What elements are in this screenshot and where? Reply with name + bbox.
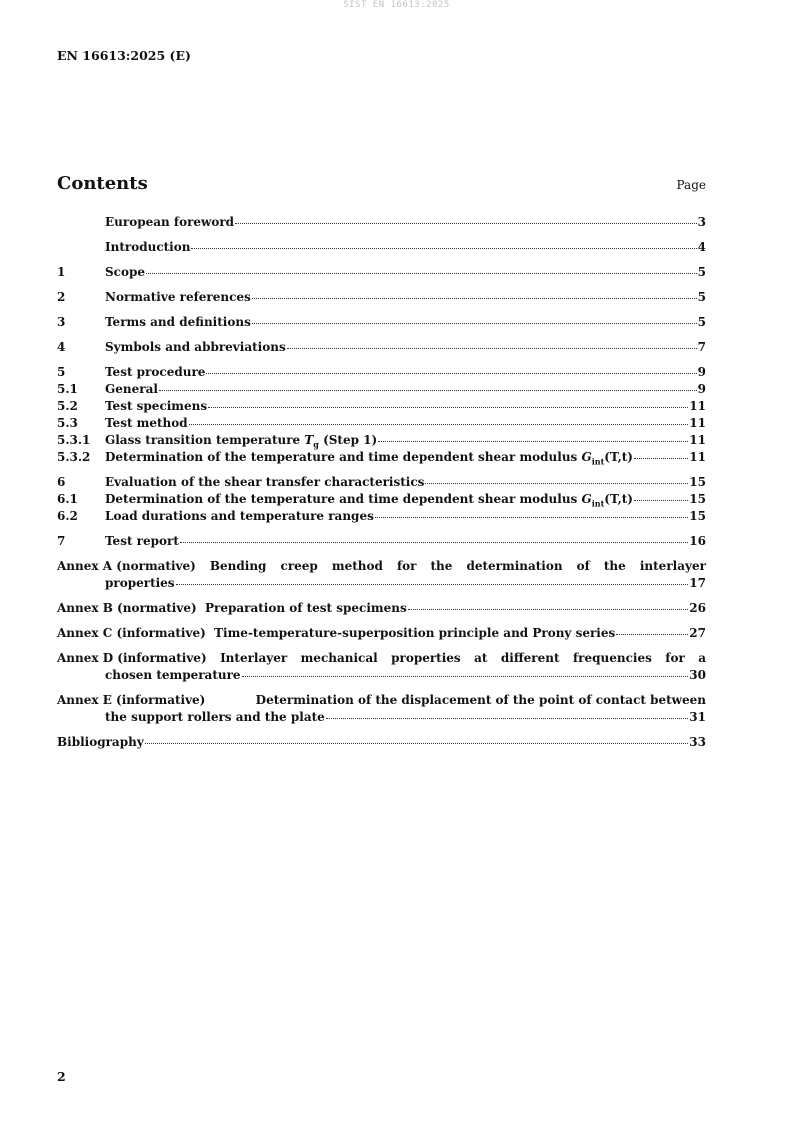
toc-entry-number: 2 [57, 290, 66, 304]
toc-entry-number: 5.3.1 [57, 433, 91, 447]
toc-entry[interactable] [57, 491, 706, 508]
dot-leader [145, 743, 689, 744]
document-identifier: EN 16613:2025 (E) [57, 48, 191, 63]
annex-heading-word: Determination of the displacement of the point of contact between [255, 693, 706, 707]
annex-heading-word: for [665, 651, 685, 665]
dot-leader [375, 517, 688, 518]
toc-entry-title: Test procedure [105, 365, 206, 379]
annex-entry-continuation [57, 667, 706, 684]
toc-entry-page: 4 [697, 240, 706, 254]
toc-entry-page: 3 [697, 215, 706, 229]
dot-leader [176, 584, 689, 585]
toc-entry-title: Introduction [105, 240, 191, 254]
toc-entry-title: Test specimens [105, 399, 208, 413]
toc-entry-page: 15 [689, 492, 706, 506]
toc-entry-number: 5.2 [57, 399, 78, 413]
annex-entry-line [57, 600, 706, 617]
toc-title-text: Determination of the temperature and time dependent shear modulus [105, 450, 582, 464]
toc-entry[interactable] [57, 381, 706, 398]
toc-entry-number: 6 [57, 475, 66, 489]
annex-entry-heading [57, 692, 706, 709]
annex-heading-word: of [576, 559, 590, 573]
toc-entry-title: European foreword [105, 215, 235, 229]
toc-title-suffix: (Step 1) [318, 433, 378, 447]
toc-entry-title: Scope [105, 265, 146, 279]
toc-entry[interactable] [57, 398, 706, 415]
toc-entry-title [105, 449, 633, 470]
annex-entry-title: Annex B (normative) Preparation of test specimens [57, 601, 407, 615]
annex-heading-word: different [500, 651, 560, 665]
toc-entry-page: 11 [689, 416, 706, 430]
contents-heading: Contents [57, 173, 148, 194]
annex-entry[interactable] [57, 625, 706, 642]
annex-entry-continuation [57, 709, 706, 726]
toc-entry[interactable] [57, 239, 706, 256]
toc-entry[interactable] [57, 264, 706, 281]
annex-entry-page: 17 [689, 576, 706, 590]
toc-entry-page: 16 [689, 534, 706, 548]
toc-entry-page: 11 [689, 433, 706, 447]
toc-entry-number: 7 [57, 534, 66, 548]
dot-leader [287, 348, 697, 349]
toc-entry-title: Test report [105, 534, 179, 548]
toc-entry-page: 5 [697, 265, 706, 279]
dot-leader [235, 223, 697, 224]
annex-entry-page: 27 [689, 626, 706, 640]
toc-entry-title: Evaluation of the shear transfer characteristics [105, 475, 425, 489]
toc-entry[interactable] [57, 314, 706, 331]
annex-entry[interactable] [57, 734, 706, 751]
toc-entry-number: 4 [57, 340, 66, 354]
toc-entry-page: 5 [697, 290, 706, 304]
annex-entry[interactable] [57, 692, 706, 726]
annex-entry-heading [57, 558, 706, 575]
annex-entry-heading [57, 650, 706, 667]
toc-entry-number: 5 [57, 365, 66, 379]
annex-heading-word: interlayer [639, 559, 706, 573]
dot-leader [616, 634, 688, 635]
toc-entry[interactable] [57, 474, 706, 491]
annex-heading-word: creep [280, 559, 318, 573]
toc-entry[interactable] [57, 214, 706, 231]
annex-heading-word: method [331, 559, 383, 573]
annex-entry-title: chosen temperature [105, 668, 241, 682]
toc-entry-number: 5.1 [57, 382, 78, 396]
toc-entry-page: 11 [689, 450, 706, 464]
dot-leader [634, 500, 688, 501]
annex-entry-title: Annex C (informative) Time-temperature-superposition principle and Prony series [57, 626, 616, 640]
annex-heading-word: a [698, 651, 706, 665]
dot-leader [189, 424, 689, 425]
toc-entry-number: 1 [57, 265, 66, 279]
watermark: SIST EN 16613:2025 [343, 0, 450, 10]
table-of-contents [57, 214, 706, 751]
toc-title-symbol: G [581, 450, 592, 464]
annex-entry-page: 33 [689, 735, 706, 749]
toc-entry-page: 9 [697, 382, 706, 396]
toc-entry[interactable] [57, 415, 706, 432]
dot-leader [180, 542, 688, 543]
toc-entry-title: Symbols and abbreviations [105, 340, 286, 354]
annex-heading-word: the [603, 559, 626, 573]
annex-heading-word: the [430, 559, 453, 573]
annex-heading-word: properties [391, 651, 461, 665]
toc-entry-number: 6.2 [57, 509, 78, 523]
toc-entry-title: Load durations and temperature ranges [105, 509, 374, 523]
annex-entry-title: properties [105, 576, 175, 590]
annex-heading-word: frequencies [572, 651, 652, 665]
annex-entry-line [57, 734, 706, 751]
annex-entry-title: Bibliography [57, 735, 144, 749]
annex-entry-continuation [57, 575, 706, 592]
annex-heading-word: Annex E (informative) [57, 693, 206, 707]
annex-entry-title: the support rollers and the plate [105, 710, 325, 724]
toc-title-symbol: T [304, 433, 314, 447]
dot-leader [206, 373, 696, 374]
toc-title-text: Glass transition temperature [105, 433, 305, 447]
dot-leader [634, 458, 688, 459]
page-number: 2 [57, 1069, 66, 1084]
annex-entry[interactable] [57, 558, 706, 592]
toc-entry-number: 6.1 [57, 492, 78, 506]
annex-entry-page: 30 [689, 668, 706, 682]
toc-entry-title: Normative references [105, 290, 251, 304]
toc-entry-title: Test method [105, 416, 188, 430]
annex-heading-word: mechanical [300, 651, 378, 665]
toc-entry-title: Terms and definitions [105, 315, 251, 329]
annex-heading-word: Annex D (informative) [57, 651, 207, 665]
toc-entry-page: 7 [697, 340, 706, 354]
dot-leader [208, 407, 688, 408]
dot-leader [146, 273, 697, 274]
toc-entry-number: 5.3.2 [57, 450, 91, 464]
annex-heading-word: at [474, 651, 488, 665]
toc-entry-page: 15 [689, 509, 706, 523]
toc-title-text: Determination of the temperature and time dependent shear modulus [105, 492, 582, 506]
dot-leader [378, 441, 688, 442]
toc-title-symbol: G [581, 492, 592, 506]
toc-title-subscript: g [313, 439, 319, 450]
toc-entry-page: 15 [689, 475, 706, 489]
toc-entry-page: 9 [697, 365, 706, 379]
annex-entry-page: 31 [689, 710, 706, 724]
annex-entry-line [57, 625, 706, 642]
toc-entry-title: General [105, 382, 158, 396]
annex-heading-word: Interlayer [220, 651, 288, 665]
dot-leader [425, 483, 688, 484]
toc-title-suffix: (T,t) [604, 492, 633, 506]
annex-entry[interactable] [57, 650, 706, 684]
toc-title-subscript: int [591, 498, 605, 509]
toc-entry[interactable] [57, 432, 706, 449]
annex-entry-page: 26 [689, 601, 706, 615]
toc-entry[interactable] [57, 364, 706, 381]
toc-entry-number: 3 [57, 315, 66, 329]
toc-title-subscript: int [591, 456, 605, 467]
dot-leader [159, 390, 697, 391]
dot-leader [252, 323, 697, 324]
annex-heading-word: determination [466, 559, 563, 573]
toc-entry[interactable] [57, 449, 706, 466]
annex-heading-word: Annex A (normative) [57, 559, 196, 573]
page-column-label: Page [676, 178, 706, 192]
toc-entry[interactable] [57, 289, 706, 306]
toc-entry-number: 5.3 [57, 416, 78, 430]
annex-entry[interactable] [57, 600, 706, 617]
dot-leader [242, 676, 689, 677]
toc-entry[interactable] [57, 339, 706, 356]
toc-title-suffix: (T,t) [604, 450, 633, 464]
dot-leader [326, 718, 689, 719]
toc-entry[interactable] [57, 533, 706, 550]
toc-entry-page: 5 [697, 315, 706, 329]
annex-heading-word: Bending [209, 559, 267, 573]
dot-leader [191, 248, 696, 249]
dot-leader [408, 609, 689, 610]
annex-heading-word: for [396, 559, 417, 573]
dot-leader [252, 298, 697, 299]
toc-entry-page: 11 [689, 399, 706, 413]
